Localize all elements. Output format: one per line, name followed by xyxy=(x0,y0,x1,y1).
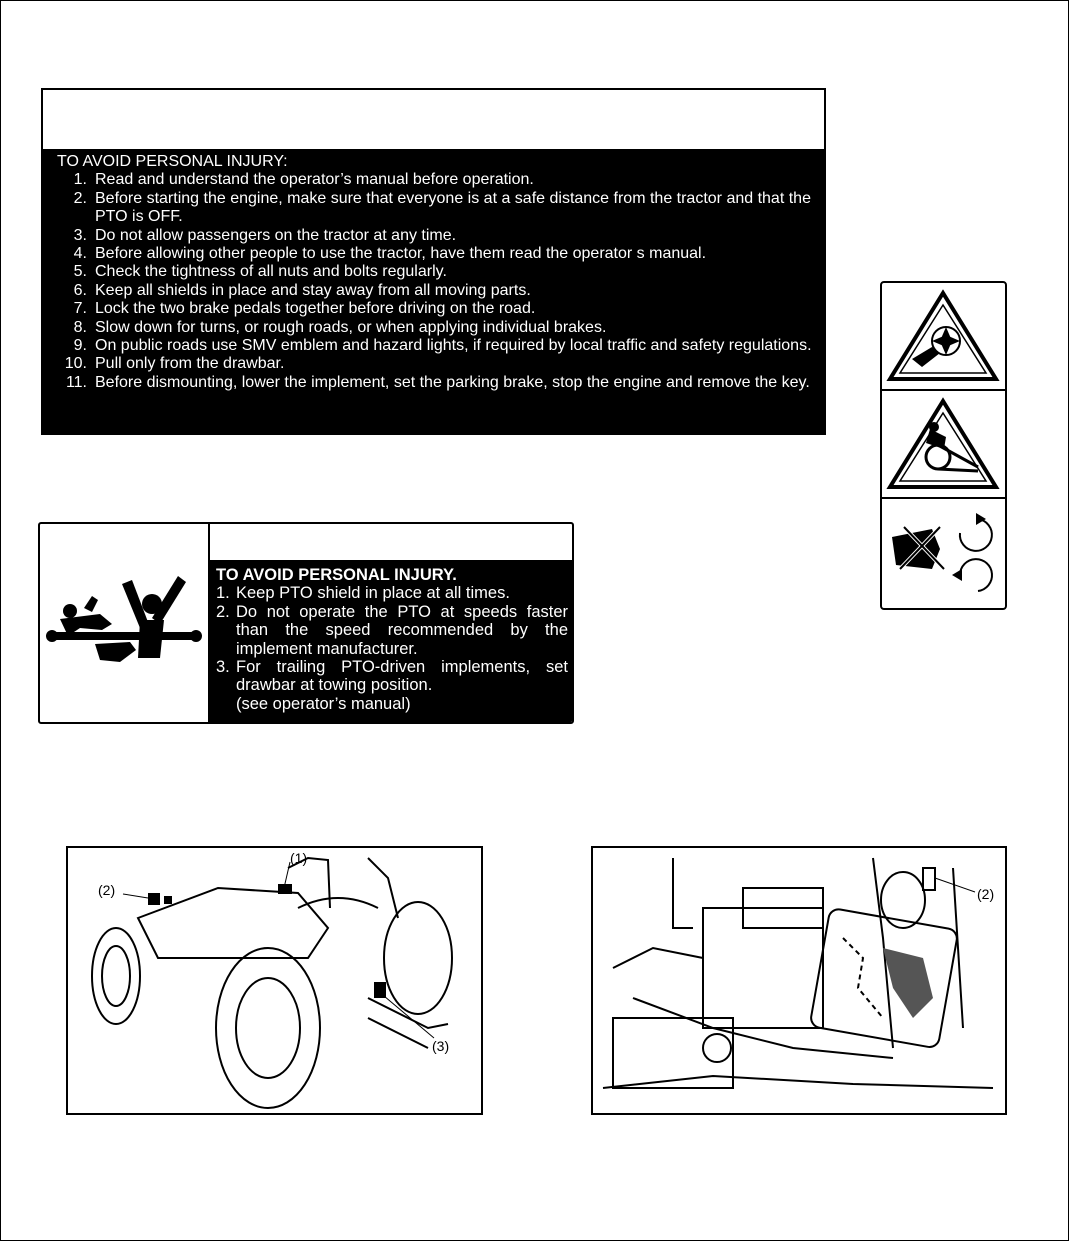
list-item: 5. Check the tightness of all nuts and bolts regularly. xyxy=(73,263,447,281)
belt-entanglement-icon xyxy=(882,391,1005,499)
list-item: 7. Lock the two brake pedals together before driving on the road. xyxy=(73,300,536,318)
label-heading: TO AVOID PERSONAL INJURY. xyxy=(216,566,457,584)
tractor-label-location-figure xyxy=(66,846,483,1115)
list-item: 9. On public roads use SMV emblem and hazard lights, if required by local traffic and safety regulations. xyxy=(73,337,812,355)
list-item: 3. Do not allow passengers on the tractor at any time. xyxy=(73,226,457,244)
label-heading: TO AVOID PERSONAL INJURY: xyxy=(57,153,288,170)
label-body xyxy=(210,562,572,722)
general-safety-label xyxy=(41,88,826,435)
list-item: 1. Read and understand the operator’s manual before operation. xyxy=(73,171,534,189)
list-item: 1. Keep PTO shield in place at all times. xyxy=(216,584,510,603)
manual-note: (see operator’s manual) xyxy=(236,694,411,713)
callout-1: (1) xyxy=(290,850,308,866)
label-header-blank xyxy=(210,524,572,562)
fan-entanglement-icon xyxy=(882,283,1005,391)
safety-list xyxy=(216,584,568,694)
hand-crush-rotating-icon xyxy=(882,499,1005,608)
label-header-blank xyxy=(43,90,824,151)
callout-2: (2) xyxy=(977,886,995,902)
engine-label-location-figure xyxy=(591,846,1007,1115)
list-item: 11. Before dismounting, lower the implement, set the parking brake, stop the engine and remove the key. xyxy=(65,373,810,391)
pto-shaft-entanglement-icon xyxy=(40,524,210,722)
list-item: 2. Before starting the engine, make sure that everyone is at a safe distance from the tractor and that the PTO is OFF. xyxy=(73,189,811,226)
list-item: 4. Before allowing other people to use the tractor, have them read the operator s manual. xyxy=(73,245,707,263)
hazard-symbol-label xyxy=(880,281,1007,610)
callout-3: (3) xyxy=(432,1038,450,1054)
label-body xyxy=(43,151,824,433)
pto-safety-label xyxy=(38,522,574,724)
list-item: 2. Do not operate the PTO at speeds faster than the speed recommended by the implement manufacturer. xyxy=(216,602,568,658)
list-item: 3. For trailing PTO-driven implements, set drawbar at towing position. xyxy=(216,658,568,695)
callout-2: (2) xyxy=(98,882,116,898)
safety-list xyxy=(57,171,824,392)
list-item: 10. Pull only from the drawbar. xyxy=(64,355,285,373)
list-item: 6. Keep all shields in place and stay away from all moving parts. xyxy=(73,281,531,299)
list-item: 8. Slow down for turns, or rough roads, or when applying individual brakes. xyxy=(73,318,607,336)
